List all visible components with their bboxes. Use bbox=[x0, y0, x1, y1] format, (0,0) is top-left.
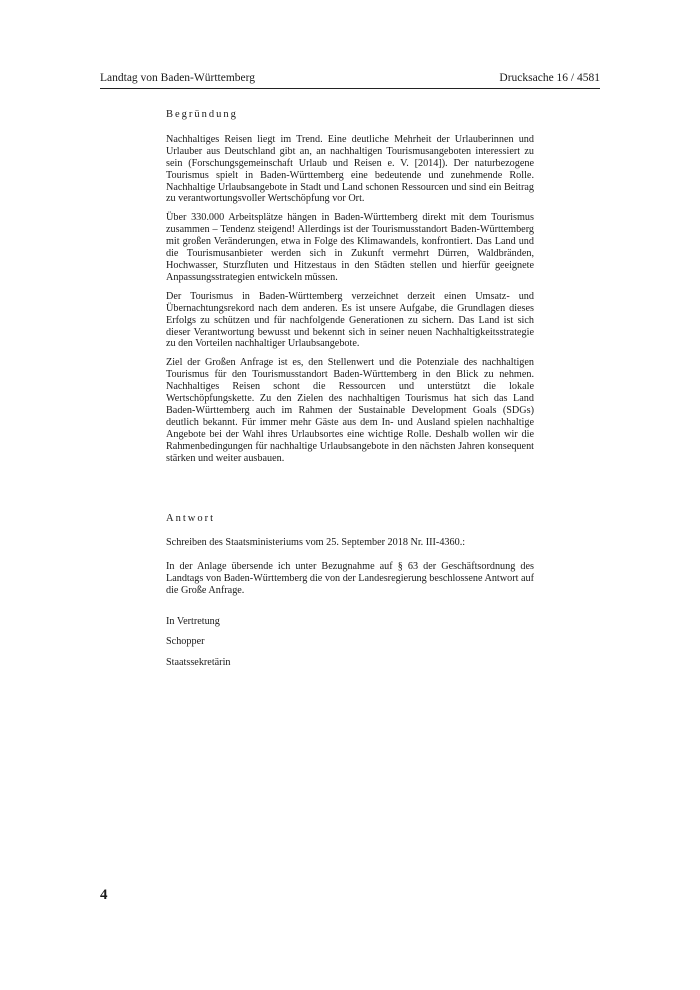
letter-reference: Schreiben des Staatsministeriums vom 25. September 2018 Nr. III-4360.: bbox=[166, 536, 466, 548]
signature-closing: In Vertretung bbox=[166, 615, 220, 627]
paragraph: Nachhaltiges Reisen liegt im Trend. Eine deutliche Mehrheit der Urlauberinnen und Urlauber aus Deutschland gibt an, an nachhaltigen Tourismusangeboten interessiert zu sein (Forschungsgemeinschaft Urlaub und Reisen e. V. [2014]). Der naturbezogene Tourismus spielt in Baden-Württemberg eine bedeutende und zunehmende Rolle. Nachhaltige Urlaubsangebote in Stadt und Land schonen Ressourcen und sind ein Beitrag zu verantwortungsvoller Wertschöpfung vor Ort. bbox=[166, 133, 534, 205]
antwort-heading: Antwort bbox=[166, 513, 215, 524]
signature-title: Staatssekretärin bbox=[166, 657, 231, 669]
answer-body: In der Anlage übersende ich unter Bezugnahme auf § 63 der Geschäftsordnung des Landtags von Baden-Württemberg die von der Landesregierung beschlossene Antwort auf die Große Anfrage. bbox=[166, 560, 534, 596]
begruendung-heading: Begründung bbox=[166, 109, 238, 120]
header-institution: Landtag von Baden-Württemberg bbox=[100, 72, 255, 84]
begruendung-section bbox=[166, 109, 534, 471]
page-number: 4 bbox=[100, 887, 108, 903]
paragraph: Der Tourismus in Baden-Württemberg verzeichnet derzeit einen Umsatz- und Übernachtungsrekord nach dem anderen. Es ist unsere Aufgabe, die Grundlagen dieses Erfolgs zu schützen und für nachfolgende Generationen zu sichern. Das Land ist sich dieser Verantwortung bewusst und bekennt sich in seiner neuen Nachhaltigkeitsstrategie zu den Vorteilen nachhaltiger Urlaubsangebote. bbox=[166, 290, 534, 350]
paragraph: Ziel der Großen Anfrage ist es, den Stellenwert und die Potenziale des nachhaltigen Tourismus für den Tourismusstandort Baden-Württemberg in den Blick zu nehmen. Nachhaltiges Reisen schont die Ressourcen und unterstützt die lokale Wertschöpfungskette. Zu den Zielen des nachhaltigen Tourismus hat sich das Land Baden-Württemberg auch im Rahmen der Sustainable Development Goals (SDGs) deutlich bekannt. Für immer mehr Gäste aus dem In- und Ausland spielen nachhaltige Angebote bei der Wahl ihres Urlaubsortes eine wichtige Rolle. Deshalb wollen wir die Rahmenbedingungen für nachhaltige Urlaubsangebote in den nächsten Jahren konsequent stärken und weiter ausbauen. bbox=[166, 357, 534, 464]
antwort-section bbox=[166, 513, 534, 678]
signature-name: Schopper bbox=[166, 636, 205, 648]
paragraph: Über 330.000 Arbeitsplätze hängen in Baden-Württemberg direkt mit dem Tourismus zusammen – Tendenz steigend! Allerdings ist der Tourismusstandort Baden-Württemberg mit großen Veränderungen, etwa in Folge des Klimawandels, konfrontiert. Das Land und die Tourismusanbieter werden sich in Zukunft vermehrt Dürren, Waldbränden, Hochwasser, Sturzfluten und Hitzestaus in den Städten stellen und hierfür geeignete Anpassungsstrategien entwickeln müssen. bbox=[166, 212, 534, 283]
page-header bbox=[100, 70, 600, 89]
header-document-number: Drucksache 16 / 4581 bbox=[499, 72, 600, 84]
